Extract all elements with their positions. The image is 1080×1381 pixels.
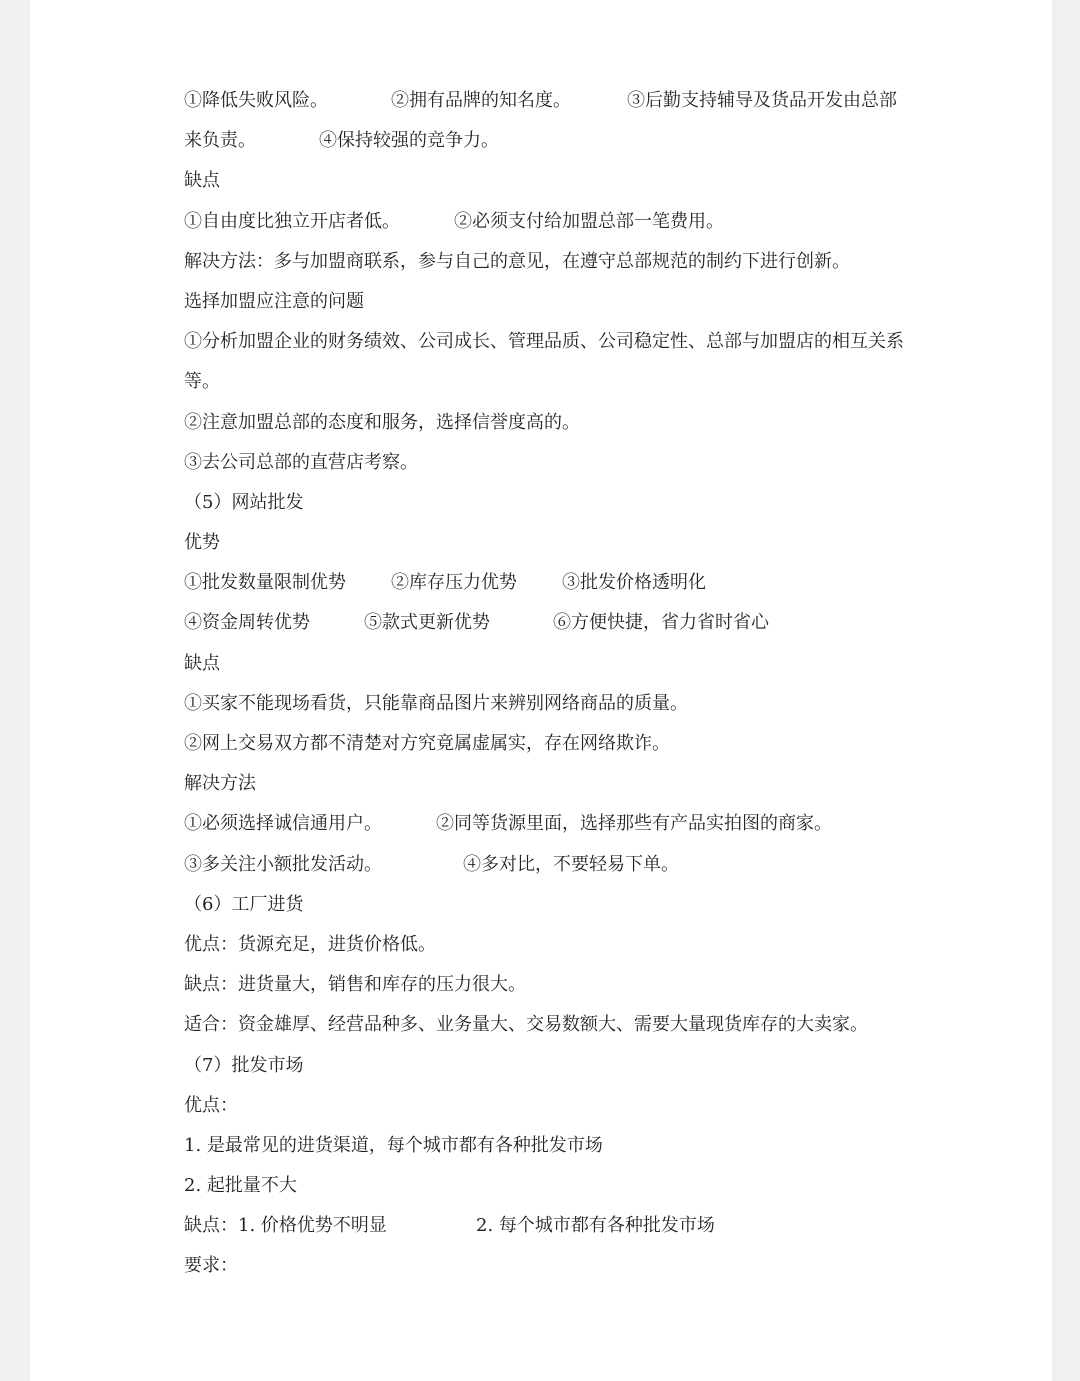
website-solution-3: ③多关注小额批发活动。 xyxy=(184,853,382,875)
website-disadvantage-2: ②网上交易双方都不清楚对方究竟属虚属实，存在网络欺诈。 xyxy=(184,733,670,754)
website-solution-2: ②同等货源里面，选择那些有产品实拍图的商家。 xyxy=(436,813,832,835)
document-body xyxy=(184,81,924,1287)
franchise-disadvantage-1: ①自由度比独立开店者低。 xyxy=(184,210,400,232)
website-disadvantage-1: ①买家不能现场看货，只能靠商品图片来辨别网络商品的质量。 xyxy=(184,692,688,714)
website-advantage-5: ⑤款式更新优势 xyxy=(364,612,490,634)
website-advantages-row-1 xyxy=(184,563,924,603)
factory-fit: 适合：资金雄厚、经营品种多、业务量大、交易数额大、需要大量现货库存的大卖家。 xyxy=(184,1014,868,1036)
franchise-advantage-4: ④保持较强的竞争力。 xyxy=(319,130,499,152)
franchise-note-1-continued: 等。 xyxy=(184,371,220,393)
factory-cons: 缺点：进货量大，销售和库存的压力很大。 xyxy=(184,974,526,996)
website-solution-1: ①必须选择诚信通用户。 xyxy=(184,813,382,835)
franchise-disadvantages-heading: 缺点 xyxy=(184,170,220,192)
market-con-2: 2. 每个城市都有各种批发市场 xyxy=(476,1215,715,1237)
website-advantage-6: ⑥方便快捷，省力省时省心 xyxy=(553,612,769,634)
market-pros-heading: 优点： xyxy=(184,1094,238,1116)
franchise-advantage-3-continued: 来负责。 xyxy=(184,130,256,152)
franchise-advantage-3: ③后勤支持辅导及货品开发由总部 xyxy=(627,90,897,111)
website-solutions-row-2 xyxy=(184,845,924,885)
website-solutions-row-1 xyxy=(184,804,924,844)
website-disadvantages-heading: 缺点 xyxy=(184,652,220,674)
franchise-notes-heading: 选择加盟应注意的问题 xyxy=(184,290,364,312)
franchise-solution: 解决方法：多与加盟商联系，参与自己的意见，在遵守总部规范的制约下进行创新。 xyxy=(184,250,850,272)
website-advantage-4: ④资金周转优势 xyxy=(184,612,310,634)
franchise-note-1: ①分析加盟企业的财务绩效、公司成长、管理品质、公司稳定性、总部与加盟店的相互关系 xyxy=(184,331,904,353)
franchise-note-3: ③去公司总部的直营店考察。 xyxy=(184,451,418,473)
section-heading-wholesale-market: （7）批发市场 xyxy=(184,1054,304,1076)
market-requirements: 要求： xyxy=(184,1255,238,1277)
franchise-advantages-row-2 xyxy=(184,121,924,161)
market-cons-row xyxy=(184,1206,924,1246)
document-page xyxy=(30,0,1052,1381)
market-pro-2: 2. 起批量不大 xyxy=(184,1175,297,1197)
franchise-disadvantages-row xyxy=(184,202,924,242)
website-advantages-heading: 优势 xyxy=(184,532,220,554)
market-pro-1: 1. 是最常见的进货渠道，每个城市都有各种批发市场 xyxy=(184,1134,603,1156)
franchise-advantage-2: ②拥有品牌的知名度。 xyxy=(391,90,571,111)
franchise-disadvantage-2: ②必须支付给加盟总部一笔费用。 xyxy=(454,210,724,232)
website-advantage-3: ③批发价格透明化 xyxy=(562,572,706,594)
market-con-1: 缺点：1. 价格优势不明显 xyxy=(184,1215,387,1237)
website-advantages-row-2 xyxy=(184,603,924,643)
section-heading-factory: （6）工厂进货 xyxy=(184,893,304,915)
franchise-note-2: ②注意加盟总部的态度和服务，选择信誉度高的。 xyxy=(184,411,580,433)
section-heading-website-wholesale: （5）网站批发 xyxy=(184,491,304,513)
franchise-advantage-1: ①降低失败风险。 xyxy=(184,90,328,111)
website-advantage-1: ①批发数量限制优势 xyxy=(184,572,346,594)
website-solutions-heading: 解决方法 xyxy=(184,773,256,795)
franchise-advantages-row-1 xyxy=(184,81,924,121)
factory-pros: 优点：货源充足，进货价格低。 xyxy=(184,933,436,955)
website-solution-4: ④多对比，不要轻易下单。 xyxy=(463,853,679,875)
website-advantage-2: ②库存压力优势 xyxy=(391,572,517,594)
